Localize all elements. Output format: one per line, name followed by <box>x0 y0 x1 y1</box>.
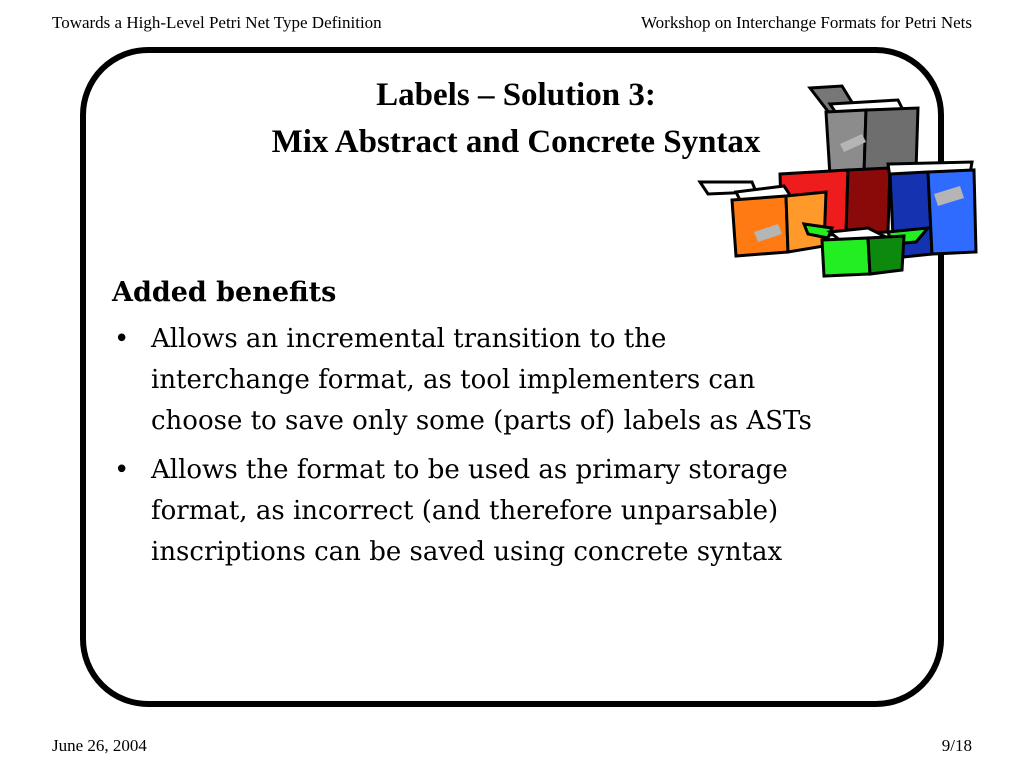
footer-date: June 26, 2004 <box>52 736 147 755</box>
green-box-side <box>868 236 904 274</box>
header-workshop-name: Workshop on Interchange Formats for Petri Nets <box>640 13 972 32</box>
slide-body <box>112 273 912 581</box>
footer-page-number: 9/18 <box>941 736 972 755</box>
list-item <box>112 319 912 442</box>
orange-box-front <box>732 196 788 256</box>
bullet-text-line: format, as incorrect (and therefore unparsable) <box>151 496 779 526</box>
header-presentation-title: Towards a High-Level Petri Net Type Definition <box>52 13 382 32</box>
blue-box-side <box>928 170 976 254</box>
bullet-text-line: Allows the format to be used as primary storage <box>151 455 788 485</box>
stacked-boxes-icon <box>692 82 984 282</box>
bullet-text-line: choose to save only some (parts of) labels as ASTs <box>151 406 812 436</box>
red-box-side <box>846 168 890 234</box>
bullet-dot: • <box>114 324 130 354</box>
bullet-text-line: inscriptions can be saved using concrete syntax <box>151 537 783 567</box>
bullet-text-line: Allows an incremental transition to the <box>151 324 667 354</box>
slide-title-line-1: Labels – Solution 3: <box>376 77 656 113</box>
list-item <box>112 450 912 573</box>
benefits-list <box>112 319 912 573</box>
orange-box-side <box>786 192 826 252</box>
slide-title-line-2: Mix Abstract and Concrete Syntax <box>271 124 761 160</box>
bullet-dot: • <box>114 455 130 485</box>
bullet-text-line: interchange format, as tool implementers can <box>151 365 756 395</box>
green-box-front <box>822 238 870 276</box>
added-benefits-heading: Added benefits <box>112 277 337 308</box>
